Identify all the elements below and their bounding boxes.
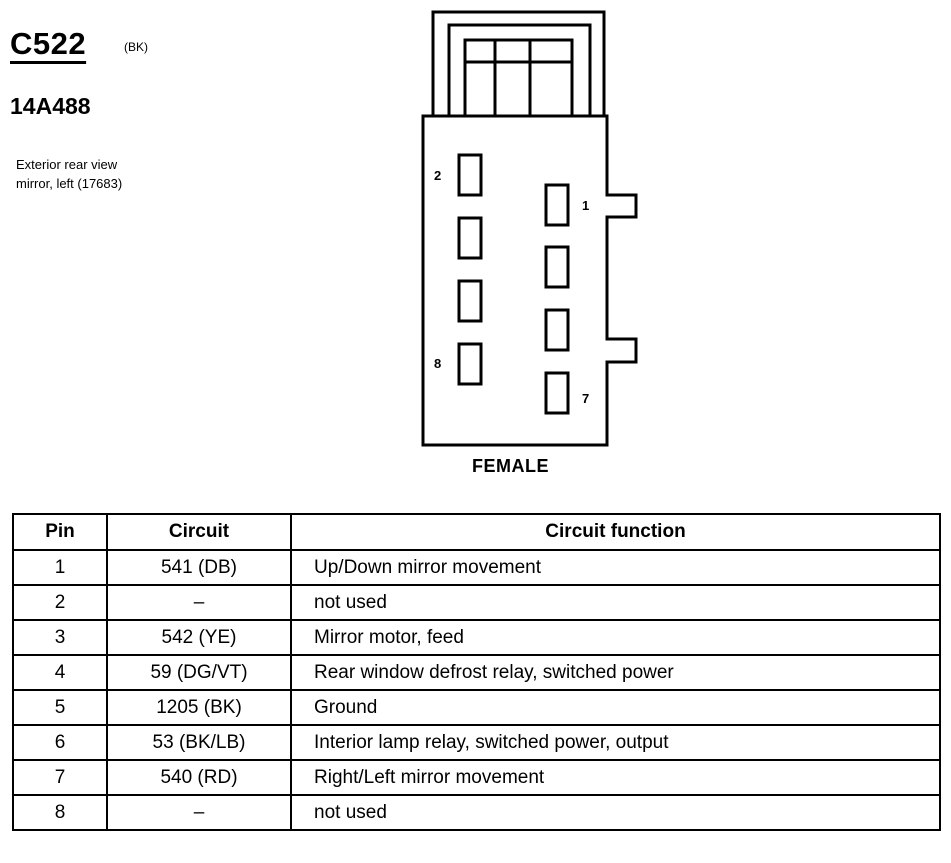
function-cell: Mirror motor, feed <box>291 620 940 655</box>
header-pin: Pin <box>13 514 107 550</box>
cavity-pin-4 <box>459 218 481 258</box>
description-line-2: mirror, left (17683) <box>16 176 123 191</box>
cavity-pin-1 <box>546 185 568 225</box>
circuit-cell: 541 (DB) <box>107 550 291 585</box>
table-row <box>13 690 940 725</box>
table-header-row <box>13 514 940 550</box>
connector-housing <box>423 116 636 445</box>
circuit-cell: 542 (YE) <box>107 620 291 655</box>
function-cell: not used <box>291 585 940 620</box>
function-cell: Right/Left mirror movement <box>291 760 940 795</box>
pin-label-8: 8 <box>434 356 442 371</box>
function-cell: not used <box>291 795 940 830</box>
cavity-pin-2 <box>459 155 481 195</box>
connector-top-tab <box>433 12 604 116</box>
pinout-table <box>12 513 941 831</box>
pin-cell: 2 <box>13 585 107 620</box>
pin-cell: 5 <box>13 690 107 725</box>
part-number: 14A488 <box>10 93 91 119</box>
pin-label-7: 7 <box>582 391 590 406</box>
function-cell: Up/Down mirror movement <box>291 550 940 585</box>
table-row <box>13 585 940 620</box>
table-row <box>13 760 940 795</box>
cavity-pin-3 <box>546 247 568 287</box>
pin-cell: 7 <box>13 760 107 795</box>
table-row <box>13 795 940 830</box>
circuit-cell: 59 (DG/VT) <box>107 655 291 690</box>
function-cell: Rear window defrost relay, switched power <box>291 655 940 690</box>
pin-label-2: 2 <box>434 168 442 183</box>
table-row <box>13 655 940 690</box>
description-line-1: Exterior rear view <box>16 157 118 172</box>
pin-cell: 3 <box>13 620 107 655</box>
header-circuit-function: Circuit function <box>291 514 940 550</box>
table-row <box>13 725 940 760</box>
pin-cell: 6 <box>13 725 107 760</box>
function-cell: Ground <box>291 690 940 725</box>
table-row <box>13 620 940 655</box>
pin-label-1: 1 <box>582 198 590 213</box>
color-code: (BK) <box>124 40 148 54</box>
circuit-cell: 540 (RD) <box>107 760 291 795</box>
circuit-cell: – <box>107 795 291 830</box>
connector-id: C522 <box>10 26 87 61</box>
cavity-pin-7 <box>546 373 568 413</box>
cavity-pin-8 <box>459 344 481 384</box>
circuit-cell: 1205 (BK) <box>107 690 291 725</box>
cavity-pin-6 <box>459 281 481 321</box>
header-circuit: Circuit <box>107 514 291 550</box>
circuit-cell: 53 (BK/LB) <box>107 725 291 760</box>
cavity-pin-5 <box>546 310 568 350</box>
connector-wire-guide <box>465 40 572 116</box>
pin-cell: 1 <box>13 550 107 585</box>
table-row <box>13 550 940 585</box>
function-cell: Interior lamp relay, switched power, output <box>291 725 940 760</box>
pin-cell: 8 <box>13 795 107 830</box>
circuit-cell: – <box>107 585 291 620</box>
view-label: FEMALE <box>472 456 549 476</box>
pin-cell: 4 <box>13 655 107 690</box>
